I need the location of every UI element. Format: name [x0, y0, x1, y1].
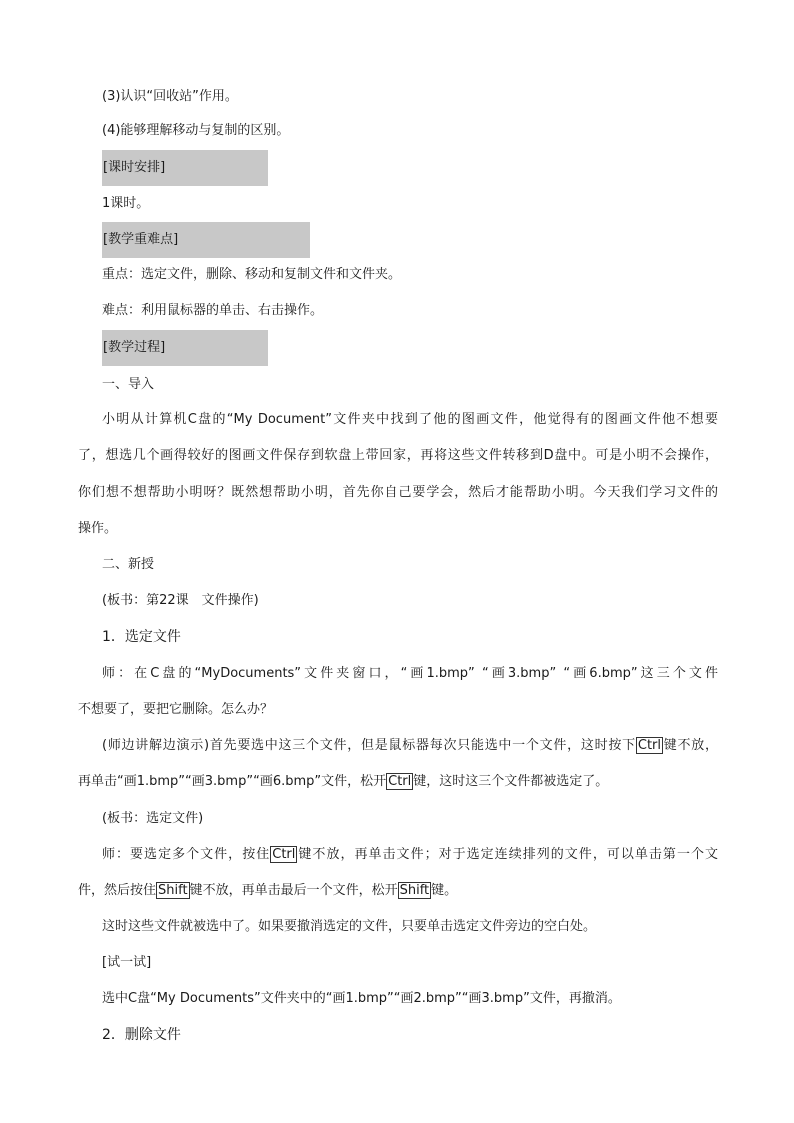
subsection-intro: 一、导入 — [102, 377, 155, 392]
blackboard-select-files: (板书：选定文件) — [102, 811, 204, 826]
blackboard-lesson-title: (板书：第22课 文件操作) — [102, 593, 259, 608]
method-text: 键。 — [431, 883, 458, 898]
objective-3: (3)认识“回收站”作用。 — [102, 89, 238, 104]
method-paragraph-line — [78, 882, 718, 900]
ctrl-key-label: Ctrl — [272, 847, 296, 862]
ctrl-key-label: Ctrl — [388, 774, 412, 789]
topic-delete-files: 2．删除文件 — [102, 1027, 181, 1043]
section-heading-process: [教学过程] — [102, 330, 268, 366]
intro-paragraph-line: 你们想不想帮助小明呀？既然想帮助小明，首先你自己要学会，然后才能帮助小明。今天我们学习文件的 — [78, 485, 718, 500]
objective-4: (4)能够理解移动与复制的区别。 — [102, 123, 290, 138]
section-heading-schedule: [课时安排] — [102, 150, 268, 186]
schedule-text: 1课时。 — [102, 196, 150, 211]
try-it-text: 选中C盘“My Documents”文件夹中的“画1.bmp”“画2.bmp”“画3.bmp”文件，再撤消。 — [102, 991, 621, 1006]
intro-paragraph-line: 操作。 — [78, 521, 118, 536]
demo-text: 键，这时这三个文件都被选定了。 — [413, 774, 609, 789]
demo-text: (师边讲解边演示)首先要选中这三个文件，但是鼠标器每次只能选中一个文件，这时按下 — [102, 738, 636, 753]
intro-paragraph-line: 小明从计算机C盘的“My Document”文件夹中找到了他的图画文件，他觉得有的图画文件他不想要 — [102, 412, 718, 427]
key-point-text: 重点：选定文件，删除、移动和复制文件和文件夹。 — [102, 267, 402, 282]
demo-text: 键不放， — [663, 738, 718, 753]
method-text: 键不放，再单击最后一个文件，松开 — [189, 883, 398, 898]
ctrl-key-label: Ctrl — [637, 738, 662, 753]
shift-key-label: Shift — [158, 883, 188, 898]
teacher-paragraph-line: 师：在C盘的“MyDocuments”文件夹窗口，“画1.bmp” “画3.bmp” “画6.bmp”这三个文件 — [102, 666, 718, 681]
shift-key-label: Shift — [399, 883, 430, 898]
subsection-new-lesson: 二、新授 — [102, 557, 155, 572]
teacher-paragraph-line: 不想要了，要把它删除。怎么办？ — [78, 702, 274, 717]
method-text: 键不放，再单击文件；对于选定连续排列的文件，可以单击第一个文 — [297, 847, 718, 862]
method-text: 师：要选定多个文件，按住 — [102, 847, 271, 862]
method-text: 件，然后按住 — [78, 883, 157, 898]
demo-text: 再单击“画1.bmp”“画3.bmp”“画6.bmp”文件，松开 — [78, 774, 387, 789]
intro-paragraph-line: 了，想选几个画得较好的图画文件保存到软盘上带回家，再将这些文件转移到D盘中。可是小明不会操作， — [78, 448, 718, 463]
demo-paragraph-line — [78, 773, 718, 791]
method-paragraph-line — [102, 846, 718, 864]
try-it-heading: [试一试] — [102, 955, 152, 970]
demo-paragraph-line — [102, 737, 718, 755]
topic-select-files: 1．选定文件 — [102, 629, 181, 645]
deselect-text: 这时这些文件就被选中了。如果要撤消选定的文件，只要单击选定文件旁边的空白处。 — [102, 919, 597, 934]
section-heading-key-points: [教学重难点] — [102, 222, 310, 258]
difficulty-text: 难点：利用鼠标器的单击、右击操作。 — [102, 303, 324, 318]
